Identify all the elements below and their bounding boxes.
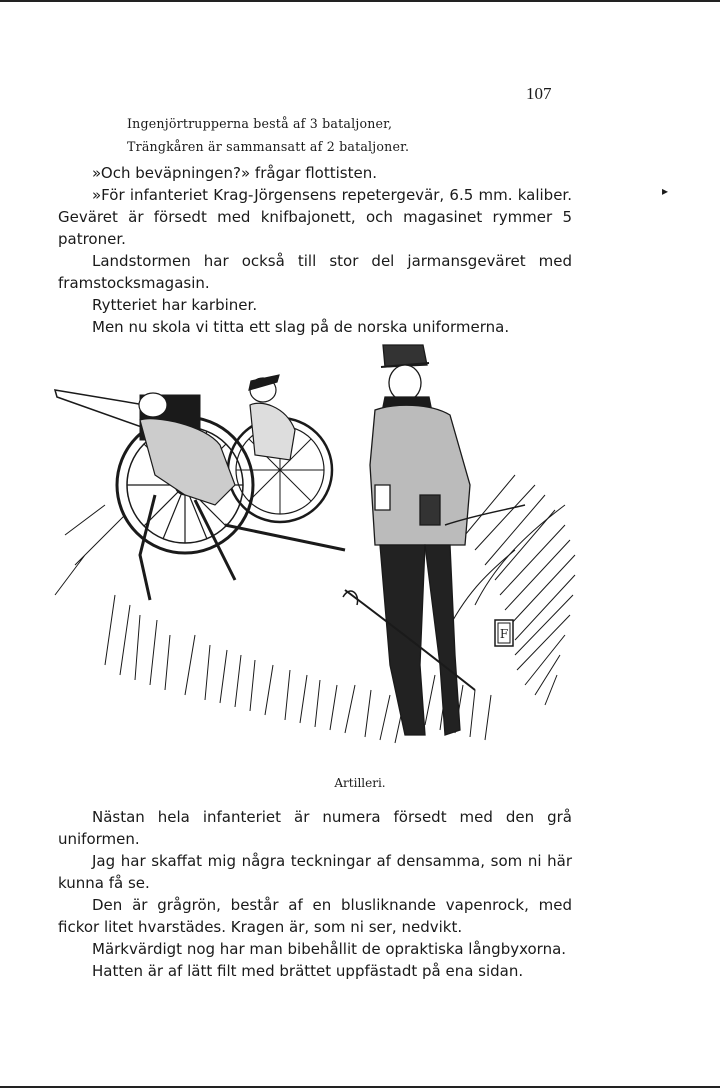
paragraph-uniforms-intro: Men nu skola vi titta ett slag på de norska uniformerna. [92,318,510,336]
bottom-border-rule [0,1086,720,1088]
paragraph-hat: Hatten är af lätt filt med brättet uppfästadt på ena sidan. [92,962,524,980]
lower-text-block [58,806,572,982]
paragraph-drawings: Jag har skaffat mig några teckningar af densamma, som ni här kunna få se. [58,852,572,892]
stray-ink-mark: ▸ [662,184,669,198]
paragraph-grey-uniform: Nästan hela infanteriet är numera försedt med den grå uniformen. [58,808,572,848]
paragraph-landstorm: Landstormen har också till stor del jarmansgeväret med framstocksmagasin. [58,252,572,292]
paragraph-rifle: »För infanteriet Krag-Jörgensens repetergevär, 6.5 mm. kaliber. Geväret är försedt med knifbajonett, och magasinet rymmer 5 patroner. [58,186,572,248]
grass-field [55,475,575,743]
upper-text-block [58,162,572,338]
artillery-illustration [45,335,585,765]
standing-officer [343,345,525,735]
paragraph-trousers: Märkvärdigt nog har man bibehållit de opraktiska långbyxorna. [92,940,567,958]
intro-line-train: Trängkåren är sammansatt af 2 bataljoner. [127,139,410,154]
paragraph-description: Den är grågrön, består af en blusliknande vapenrock, med fickor litet hvarstädes. Kragen är, som ni ser, nedvikt. [58,896,572,936]
monogram-letter: F [499,627,509,641]
page-number: 107 [526,84,552,103]
paragraph-cavalry: Rytteriet har karbiner. [92,296,258,314]
gunner-figures [139,375,295,600]
paragraph-question: »Och beväpningen?» frågar flottisten. [92,164,377,182]
monogram-badge [495,620,513,646]
figure-caption: Artilleri. [334,776,386,790]
intro-line-engineers: Ingenjörtrupperna bestå af 3 bataljoner, [127,116,393,131]
top-border-rule [0,0,720,2]
